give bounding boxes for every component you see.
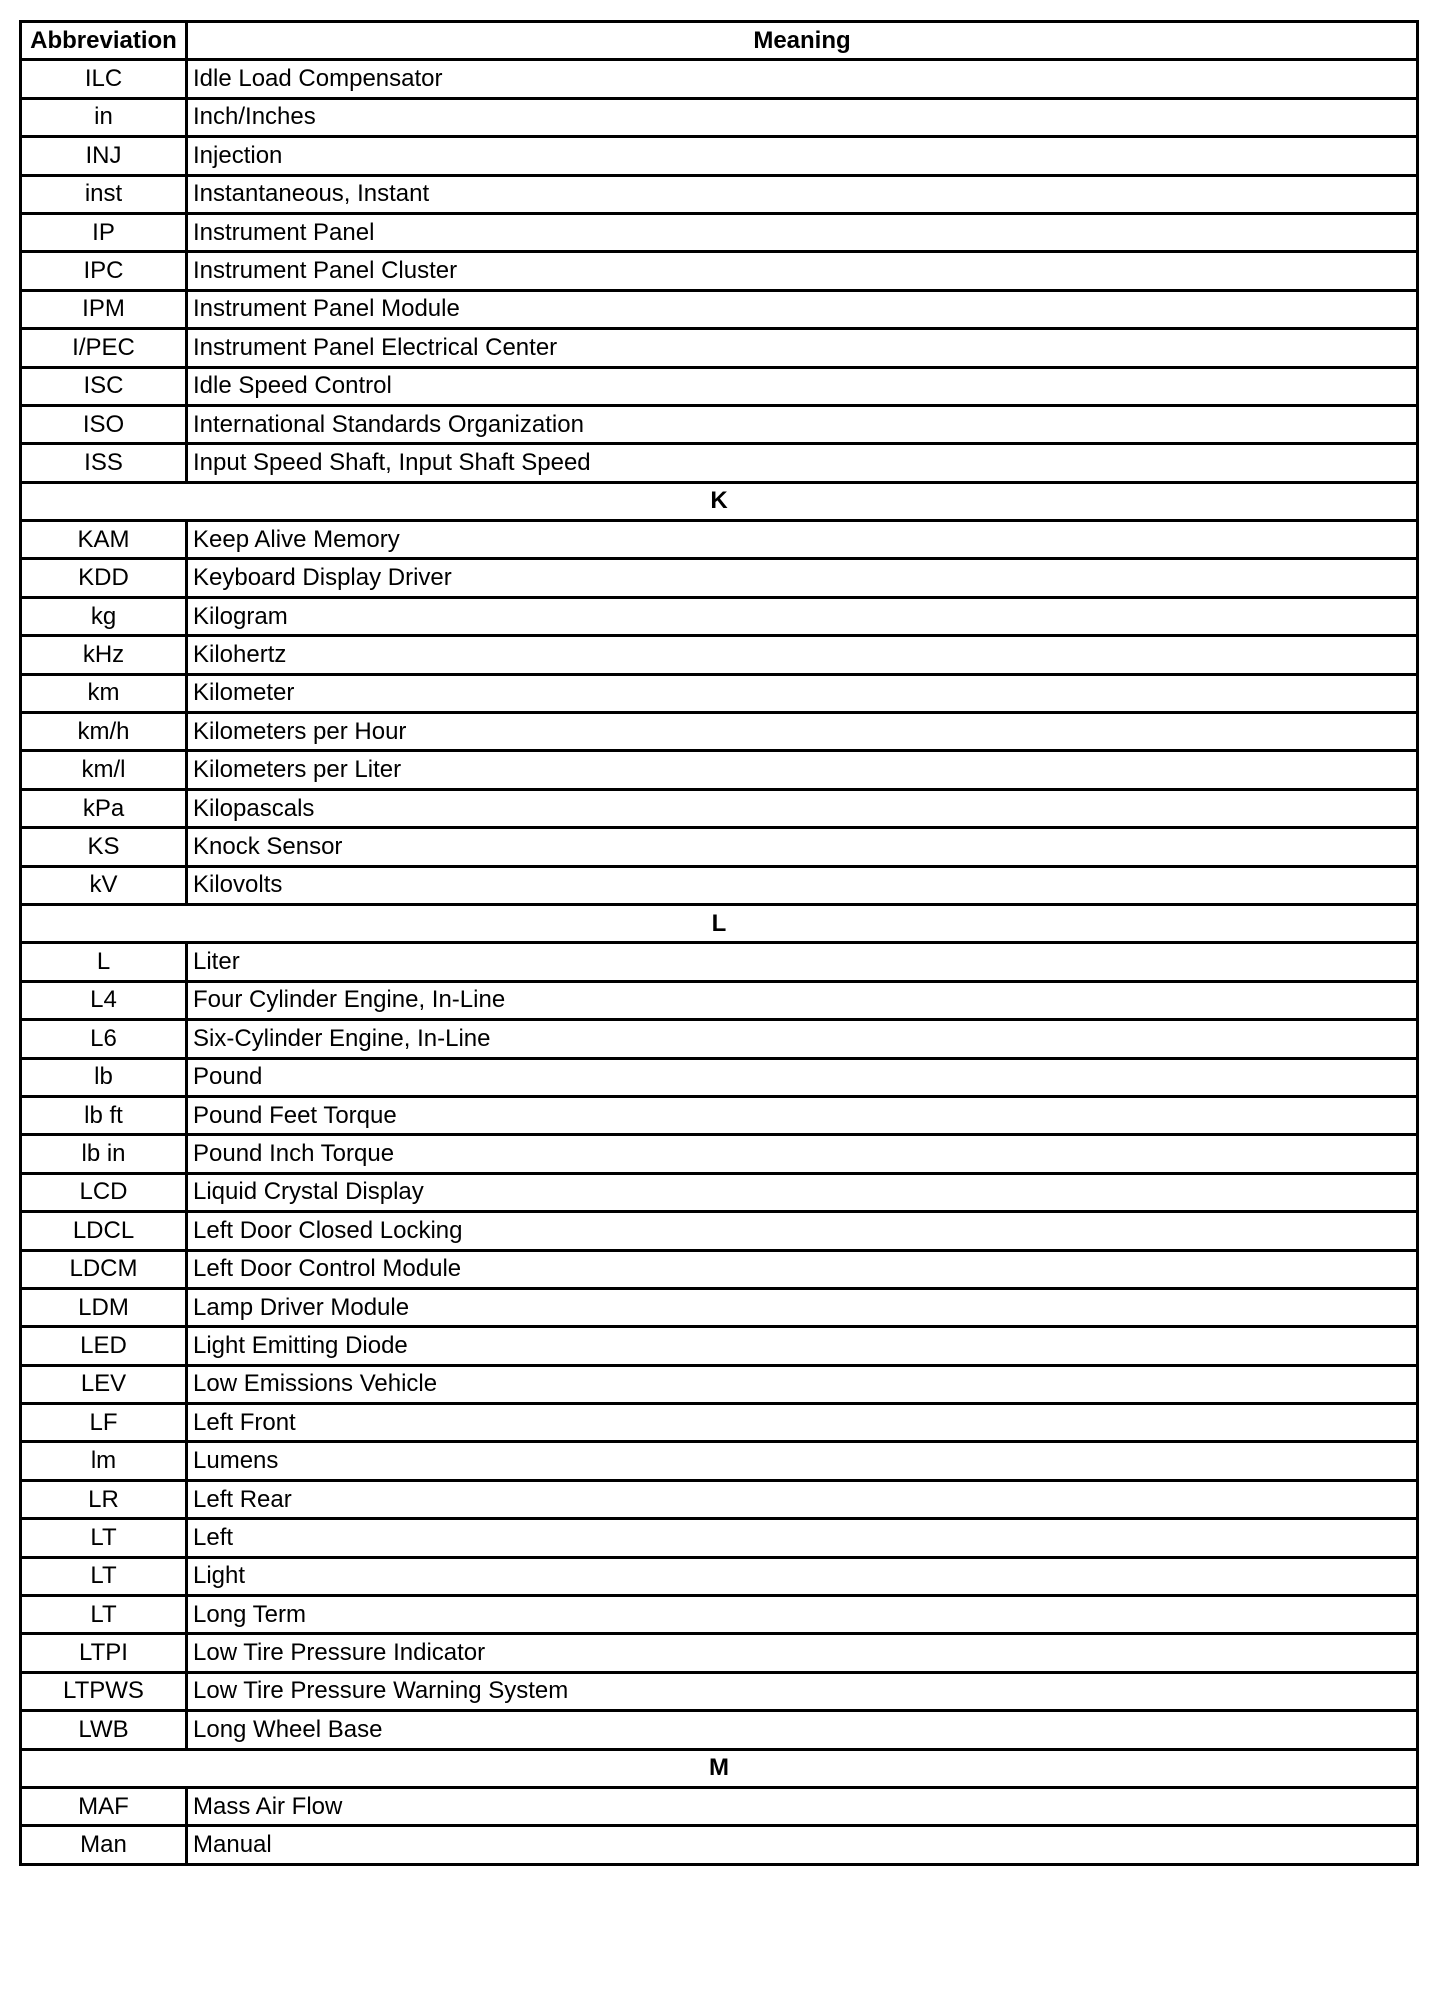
abbreviation-cell: kHz <box>21 636 187 674</box>
table-row <box>21 674 1418 712</box>
meaning-cell: Inch/Inches <box>187 98 1418 136</box>
table-row <box>21 1250 1418 1288</box>
table-row <box>21 521 1418 559</box>
section-header-row <box>21 1749 1418 1787</box>
abbreviation-cell: L6 <box>21 1020 187 1058</box>
meaning-cell: Left Door Control Module <box>187 1250 1418 1288</box>
section-letter: L <box>21 904 1418 942</box>
meaning-cell: Liter <box>187 943 1418 981</box>
abbreviation-cell: LTPWS <box>21 1672 187 1710</box>
meaning-cell: Light <box>187 1557 1418 1595</box>
meaning-cell: Low Tire Pressure Warning System <box>187 1672 1418 1710</box>
abbreviation-column-header: Abbreviation <box>21 22 187 60</box>
table-row <box>21 1826 1418 1864</box>
meaning-cell: Kilopascals <box>187 789 1418 827</box>
meaning-cell: Kilometers per Hour <box>187 713 1418 751</box>
table-row <box>21 1711 1418 1749</box>
meaning-cell: Left Rear <box>187 1480 1418 1518</box>
meaning-cell: Keyboard Display Driver <box>187 559 1418 597</box>
table-row <box>21 1020 1418 1058</box>
meaning-cell: Six-Cylinder Engine, In-Line <box>187 1020 1418 1058</box>
meaning-cell: Four Cylinder Engine, In-Line <box>187 981 1418 1019</box>
abbreviation-cell: INJ <box>21 137 187 175</box>
table-row <box>21 367 1418 405</box>
meaning-cell: Lumens <box>187 1442 1418 1480</box>
table-row <box>21 1557 1418 1595</box>
meaning-cell: Pound Inch Torque <box>187 1135 1418 1173</box>
meaning-cell: Instrument Panel <box>187 213 1418 251</box>
meaning-cell: Idle Load Compensator <box>187 60 1418 98</box>
abbreviation-cell: LT <box>21 1557 187 1595</box>
abbreviation-cell: LF <box>21 1404 187 1442</box>
meaning-cell: Instantaneous, Instant <box>187 175 1418 213</box>
table-row <box>21 1058 1418 1096</box>
table-header-row <box>21 22 1418 60</box>
abbreviation-cell: LR <box>21 1480 187 1518</box>
abbreviation-cell: LED <box>21 1327 187 1365</box>
table-row <box>21 1288 1418 1326</box>
table-row <box>21 713 1418 751</box>
table-row <box>21 1634 1418 1672</box>
meaning-cell: Instrument Panel Cluster <box>187 252 1418 290</box>
abbreviation-cell: LDCL <box>21 1212 187 1250</box>
table-row <box>21 1096 1418 1134</box>
meaning-cell: Knock Sensor <box>187 828 1418 866</box>
abbreviation-cell: LCD <box>21 1173 187 1211</box>
table-row <box>21 559 1418 597</box>
meaning-cell: Mass Air Flow <box>187 1787 1418 1825</box>
abbreviation-cell: ILC <box>21 60 187 98</box>
table-row <box>21 1442 1418 1480</box>
abbreviation-cell: KS <box>21 828 187 866</box>
abbreviation-cell: LTPI <box>21 1634 187 1672</box>
table-row <box>21 1327 1418 1365</box>
table-row <box>21 943 1418 981</box>
table-row <box>21 597 1418 635</box>
table-row <box>21 175 1418 213</box>
table-row <box>21 1596 1418 1634</box>
meaning-cell: Kilohertz <box>187 636 1418 674</box>
meaning-cell: Injection <box>187 137 1418 175</box>
abbreviation-cell: LWB <box>21 1711 187 1749</box>
meaning-column-header: Meaning <box>187 22 1418 60</box>
meaning-cell: Low Emissions Vehicle <box>187 1365 1418 1403</box>
table-row <box>21 1173 1418 1211</box>
abbreviation-cell: in <box>21 98 187 136</box>
table-row <box>21 789 1418 827</box>
meaning-cell: Instrument Panel Module <box>187 290 1418 328</box>
meaning-cell: Long Wheel Base <box>187 1711 1418 1749</box>
table-body <box>21 60 1418 1864</box>
abbreviation-cell: LDM <box>21 1288 187 1326</box>
table-row <box>21 444 1418 482</box>
section-header-row <box>21 904 1418 942</box>
table-row <box>21 866 1418 904</box>
meaning-cell: Pound <box>187 1058 1418 1096</box>
meaning-cell: Liquid Crystal Display <box>187 1173 1418 1211</box>
section-header-row <box>21 482 1418 520</box>
meaning-cell: Light Emitting Diode <box>187 1327 1418 1365</box>
table-row <box>21 1787 1418 1825</box>
abbreviation-cell: kPa <box>21 789 187 827</box>
meaning-cell: Kilogram <box>187 597 1418 635</box>
abbreviation-cell: lb ft <box>21 1096 187 1134</box>
meaning-cell: Kilometer <box>187 674 1418 712</box>
meaning-cell: Low Tire Pressure Indicator <box>187 1634 1418 1672</box>
table-row <box>21 98 1418 136</box>
table-row <box>21 1135 1418 1173</box>
table-row <box>21 137 1418 175</box>
table-row <box>21 751 1418 789</box>
abbreviation-cell: L <box>21 943 187 981</box>
abbreviation-cell: IPC <box>21 252 187 290</box>
meaning-cell: Kilovolts <box>187 866 1418 904</box>
abbreviation-cell: ISO <box>21 405 187 443</box>
abbreviation-cell: Man <box>21 1826 187 1864</box>
abbreviation-cell: lm <box>21 1442 187 1480</box>
meaning-cell: Lamp Driver Module <box>187 1288 1418 1326</box>
meaning-cell: Input Speed Shaft, Input Shaft Speed <box>187 444 1418 482</box>
table-row <box>21 1365 1418 1403</box>
abbreviation-cell: km/h <box>21 713 187 751</box>
meaning-cell: Instrument Panel Electrical Center <box>187 329 1418 367</box>
table-row <box>21 213 1418 251</box>
abbreviation-cell: L4 <box>21 981 187 1019</box>
abbreviation-cell: lb <box>21 1058 187 1096</box>
table-row <box>21 329 1418 367</box>
abbreviation-cell: LT <box>21 1519 187 1557</box>
table-row <box>21 636 1418 674</box>
meaning-cell: Long Term <box>187 1596 1418 1634</box>
meaning-cell: Left <box>187 1519 1418 1557</box>
abbreviation-cell: kg <box>21 597 187 635</box>
table-row <box>21 828 1418 866</box>
meaning-cell: Pound Feet Torque <box>187 1096 1418 1134</box>
table-row <box>21 290 1418 328</box>
abbreviation-cell: inst <box>21 175 187 213</box>
abbreviation-cell: KAM <box>21 521 187 559</box>
abbreviation-table <box>19 20 1419 1866</box>
abbreviation-cell: LT <box>21 1596 187 1634</box>
abbreviation-cell: km/l <box>21 751 187 789</box>
abbreviation-cell: LDCM <box>21 1250 187 1288</box>
abbreviation-cell: I/PEC <box>21 329 187 367</box>
table-row <box>21 60 1418 98</box>
meaning-cell: Kilometers per Liter <box>187 751 1418 789</box>
meaning-cell: Left Front <box>187 1404 1418 1442</box>
section-letter: M <box>21 1749 1418 1787</box>
meaning-cell: Manual <box>187 1826 1418 1864</box>
abbreviation-cell: KDD <box>21 559 187 597</box>
abbreviation-cell: MAF <box>21 1787 187 1825</box>
table-row <box>21 405 1418 443</box>
abbreviation-cell: LEV <box>21 1365 187 1403</box>
table-row <box>21 1519 1418 1557</box>
abbreviation-cell: IPM <box>21 290 187 328</box>
table-row <box>21 1212 1418 1250</box>
abbreviation-cell: IP <box>21 213 187 251</box>
abbreviation-cell: lb in <box>21 1135 187 1173</box>
table-row <box>21 981 1418 1019</box>
table-row <box>21 252 1418 290</box>
section-letter: K <box>21 482 1418 520</box>
table-row <box>21 1672 1418 1710</box>
abbreviation-cell: ISS <box>21 444 187 482</box>
abbreviation-cell: kV <box>21 866 187 904</box>
meaning-cell: Idle Speed Control <box>187 367 1418 405</box>
table-row <box>21 1480 1418 1518</box>
meaning-cell: Left Door Closed Locking <box>187 1212 1418 1250</box>
table-row <box>21 1404 1418 1442</box>
abbreviation-cell: ISC <box>21 367 187 405</box>
meaning-cell: Keep Alive Memory <box>187 521 1418 559</box>
abbreviation-cell: km <box>21 674 187 712</box>
meaning-cell: International Standards Organization <box>187 405 1418 443</box>
